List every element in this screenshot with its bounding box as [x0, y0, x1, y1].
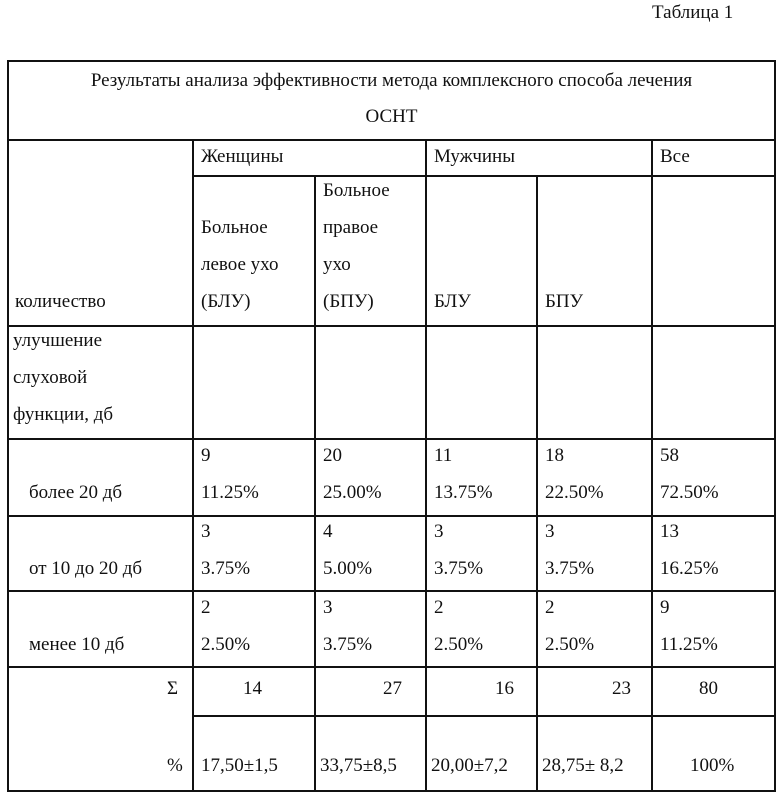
percent-value: 33,75±8,5 [320, 755, 397, 776]
men-right-header: БПУ [545, 291, 584, 312]
sum-value: 23 [612, 678, 631, 699]
sum-value: 80 [699, 678, 718, 699]
results-table [7, 60, 776, 792]
border-bottom [7, 790, 776, 792]
sum-value: 16 [495, 678, 514, 699]
percent-value: 100% [690, 755, 735, 776]
women-right-line-1: Больное [323, 180, 390, 201]
cell-count: 3 [434, 521, 444, 542]
col-divider-3 [425, 139, 427, 791]
cell-count: 20 [323, 445, 342, 466]
cell-percent: 3.75% [545, 558, 595, 579]
cell-percent: 3.75% [323, 634, 373, 655]
col-divider-4 [536, 175, 538, 791]
improvement-line-2: слуховой [13, 367, 88, 388]
women-right-line-4: (БПУ) [323, 291, 374, 312]
border-right [774, 60, 776, 791]
group-all: Все [660, 146, 690, 167]
cell-percent: 13.75% [434, 482, 493, 503]
cell-count: 3 [323, 597, 333, 618]
cell-count: 3 [201, 521, 211, 542]
women-right-line-3: ухо [323, 254, 351, 275]
women-right-line-2: правое [323, 217, 379, 238]
cell-count: 58 [660, 445, 679, 466]
cell-count: 4 [323, 521, 333, 542]
cell-percent: 72.50% [660, 482, 719, 503]
percent-value: 20,00±7,2 [431, 755, 508, 776]
table-number: Таблица 1 [652, 2, 734, 23]
row-label: более 20 дб [29, 482, 123, 503]
col-divider-5 [651, 139, 653, 791]
sum-divider [192, 715, 776, 717]
cell-percent: 5.00% [323, 558, 373, 579]
cell-percent: 11.25% [201, 482, 259, 503]
women-left-line-2: левое ухо [201, 254, 279, 275]
percent-value: 28,75± 8,2 [542, 755, 624, 776]
group-women: Женщины [201, 146, 284, 167]
cell-percent: 11.25% [660, 634, 718, 655]
cell-percent: 2.50% [434, 634, 484, 655]
cell-count: 11 [434, 445, 453, 466]
cell-percent: 2.50% [545, 634, 595, 655]
border-top [7, 60, 776, 62]
cell-count: 9 [201, 445, 211, 466]
cell-count: 2 [201, 597, 211, 618]
group-divider [192, 175, 776, 177]
cell-percent: 25.00% [323, 482, 382, 503]
row-label: менее 10 дб [29, 634, 125, 655]
cell-count: 2 [545, 597, 555, 618]
row3-divider [7, 666, 776, 668]
cell-count: 13 [660, 521, 679, 542]
improvement-line-1: улучшение [13, 330, 103, 351]
women-left-line-3: (БЛУ) [201, 291, 251, 312]
group-men: Мужчины [434, 146, 515, 167]
sum-label: Σ [167, 678, 179, 699]
sum-value: 27 [383, 678, 402, 699]
col-divider-1 [192, 139, 194, 791]
cell-count: 2 [434, 597, 444, 618]
percent-value: 17,50±1,5 [201, 755, 278, 776]
caption-line-2: ОСНТ [365, 106, 418, 127]
women-left-line-1: Больное [201, 217, 268, 238]
improvement-line-3: функции, дб [13, 404, 114, 425]
sum-value: 14 [243, 678, 262, 699]
cell-count: 18 [545, 445, 564, 466]
cell-percent: 22.50% [545, 482, 604, 503]
row-header: количество [15, 291, 106, 312]
header-divider [7, 325, 776, 327]
cell-percent: 16.25% [660, 558, 719, 579]
cell-percent: 3.75% [434, 558, 484, 579]
col-divider-2 [314, 175, 316, 791]
cell-percent: 3.75% [201, 558, 251, 579]
row-label: от 10 до 20 дб [29, 558, 143, 579]
cell-percent: 2.50% [201, 634, 251, 655]
border-left [7, 60, 9, 791]
cell-count: 3 [545, 521, 555, 542]
cell-count: 9 [660, 597, 670, 618]
caption-line-1: Результаты анализа эффективности метода комплексного способа лечения [90, 70, 693, 91]
men-left-header: БЛУ [434, 291, 471, 312]
percent-label: % [167, 755, 183, 776]
